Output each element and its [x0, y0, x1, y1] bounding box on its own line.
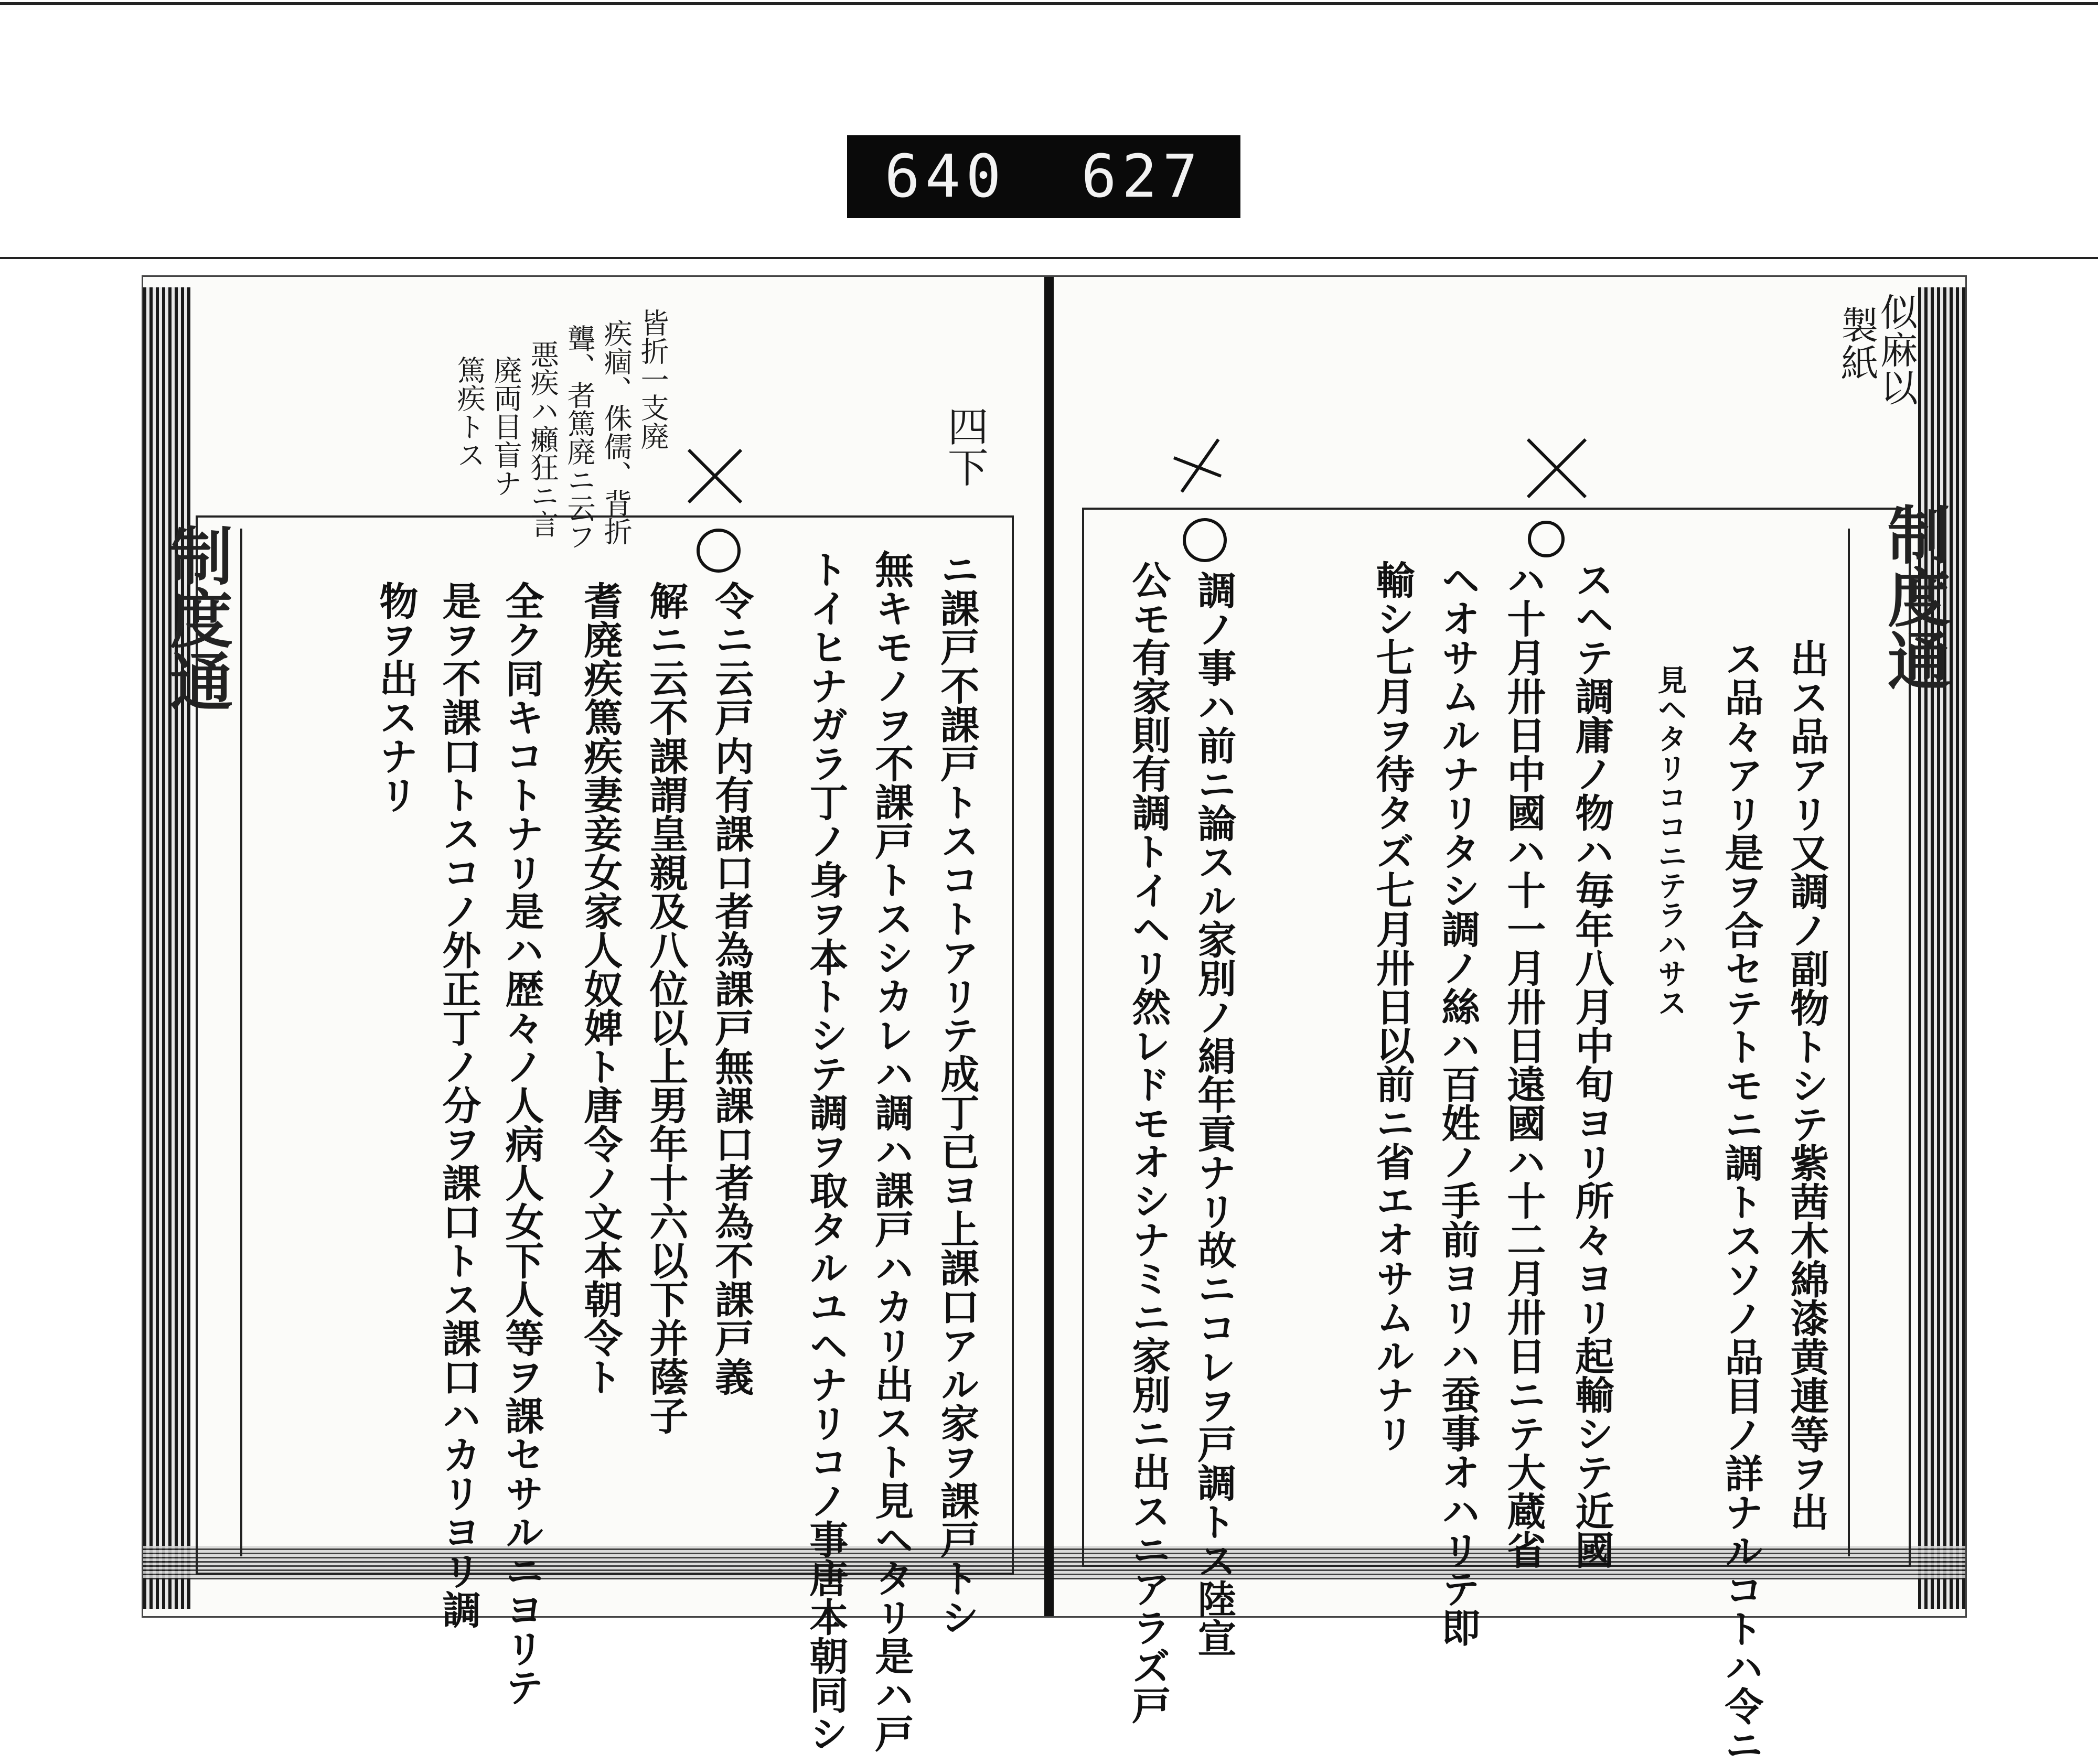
- scan-number-left: 640: [884, 143, 1007, 211]
- left-page-edges: [143, 287, 190, 1609]
- circle-mark-icon: [697, 529, 741, 573]
- text-column: スヘテ調庸ノ物ハ毎年八月中旬ヨリ所々ヨリ起輸シテ近國: [1569, 560, 1614, 1569]
- scan-number-right: 627: [1081, 143, 1203, 211]
- page-mark: 四下: [940, 405, 988, 487]
- marginal-note: 篤疾トス: [453, 356, 486, 469]
- text-column: ハ十月卅日中國ハ十一月卅日遠國ハ十二月卅日ニテ大蔵省: [1501, 560, 1546, 1569]
- marginal-note: 悪疾ハ癩狂ニ言: [526, 340, 560, 538]
- text-column: ヘオサムルナリタシ調ノ絲ハ百姓ノ手前ヨリハ蚕事オハリテ即: [1435, 560, 1481, 1647]
- marginal-note: 製紙: [1834, 306, 1879, 381]
- marginal-note: 聾、者篤廃ニ云フ: [563, 324, 596, 551]
- text-column: 調ノ事ハ前ニ論スル家別ノ絹年貢ナリ故ニコレヲ戸調トス陸宣: [1191, 571, 1237, 1657]
- top-rule: [0, 257, 2098, 259]
- text-column: 無キモノヲ不課戸トスシカレハ調ハ課戸ハカリ出スト見ヘタリ是ハ戸: [869, 550, 914, 1752]
- text-column: 見ヘタリココニテラハサス: [1653, 665, 1688, 1017]
- text-column: 解ニ云不課謂皇親及八位以上男年十六以下并蔭子: [643, 581, 689, 1435]
- right-page-title: 制度通: [1877, 502, 1951, 691]
- text-column: 物ヲ出スナリ: [373, 581, 419, 814]
- marginal-note: 似麻以: [1874, 293, 1918, 406]
- text-column: 耆廃疾篤疾妻妾女家人奴婢ト唐令ノ文本朝令ト: [577, 581, 623, 1396]
- book-spine: [1044, 277, 1054, 1616]
- book-spread: [142, 275, 1967, 1764]
- circle-mark-icon: [1528, 521, 1565, 557]
- right-page-inner-rule: [1848, 529, 1850, 1556]
- cross-mark-icon: [1523, 434, 1591, 502]
- marginal-note: 廃両目盲ナ: [489, 356, 523, 497]
- cross-mark-icon: [683, 445, 746, 508]
- scan-number-label: [847, 135, 1240, 218]
- text-column: ス品々アリ是ヲ合セテトモニ調トスソノ品目ノ詳ナルコトハ令ニ: [1718, 639, 1764, 1764]
- text-column: 輸シ七月ヲ待タズ七月卅日以前ニ省エオサムルナリ: [1369, 560, 1415, 1453]
- text-column: 出ス品アリ又調ノ副物トシテ紫茜木綿漆黄連等ヲ出: [1784, 639, 1829, 1531]
- circle-mark-icon: [1183, 518, 1227, 562]
- marginal-note: 皆折一支廃: [636, 308, 670, 450]
- text-column: 是ヲ不課口トスコノ外正丁ノ分ヲ課口トス課口ハカリヨリ調: [436, 581, 481, 1629]
- text-column: 公モ有家則有調トイヘリ然レドモオシナミニ家別ニ出スニアラズ戸: [1126, 560, 1171, 1724]
- cross-mark-icon: [1171, 437, 1224, 494]
- left-page-title: 制度通: [159, 523, 233, 712]
- right-page-edges: [1918, 287, 1965, 1609]
- top-edge-rule: [0, 2, 2098, 5]
- text-column: ニ課戸不課戸トスコトアリテ成丁已ヨ上課口アル家ヲ課戸トシ: [934, 550, 980, 1636]
- text-column: トイヒナガラ丁ノ身ヲ本トシテ調ヲ取タルユヘナリコノ事唐本朝同シ: [803, 550, 849, 1752]
- text-column: 令ニ云戸内有課口者為課戸無課口者為不課戸義: [709, 581, 754, 1396]
- marginal-note: 疾痼、侏儒、背折: [600, 319, 633, 545]
- text-column: 全ク同キコトナリ是ハ歴々ノ人病人女下人等ヲ課セサルニヨリテ: [499, 581, 544, 1706]
